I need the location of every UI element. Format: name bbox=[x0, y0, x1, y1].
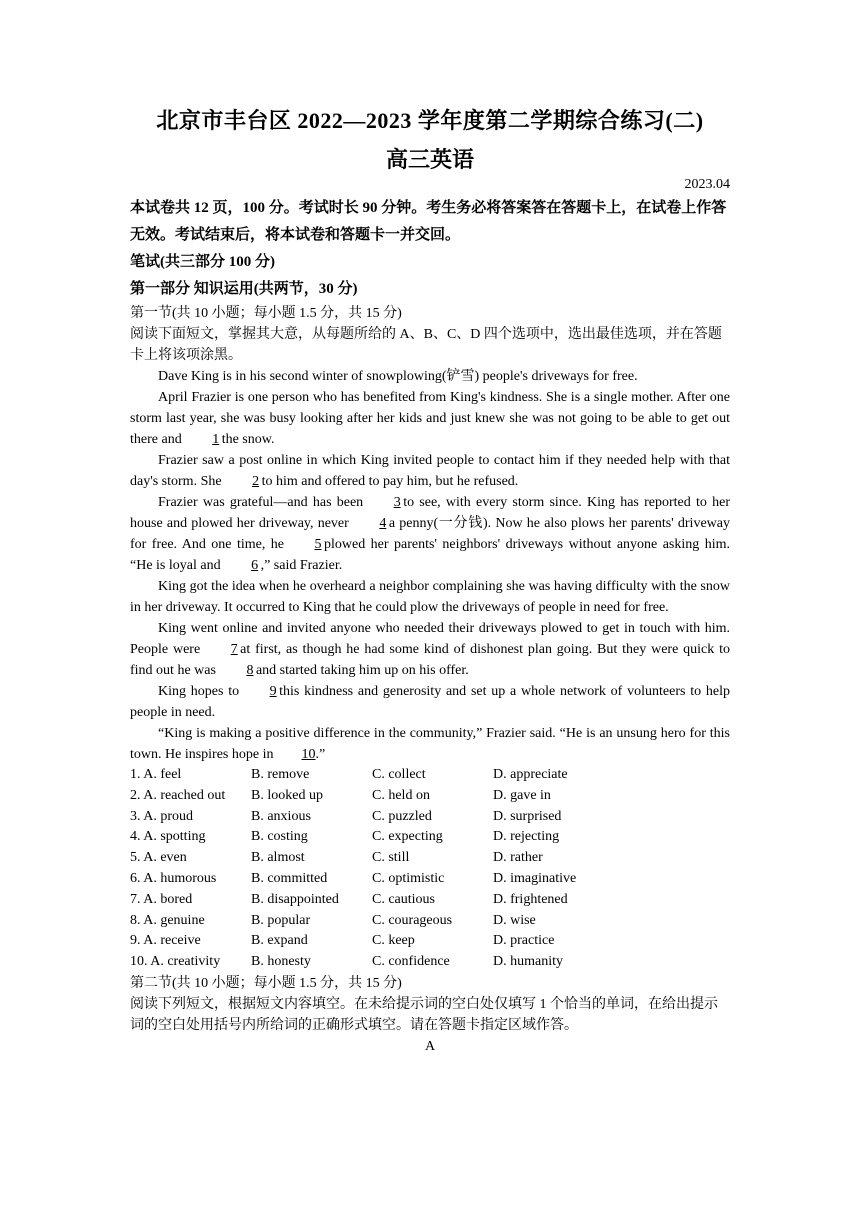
option-a: 7. A. bored bbox=[130, 891, 193, 907]
options-list bbox=[130, 765, 730, 973]
option-b: B. popular bbox=[251, 912, 311, 928]
section-label: A bbox=[424, 1038, 436, 1054]
option-row bbox=[130, 827, 730, 848]
exam-body bbox=[130, 195, 730, 1057]
passage-paragraph-2: April Frazier is one person who has benefited from King's kindness. She is a single mother. After one storm last year, she was busy looking after her kids and just knew she was not going to be able to get out there and 1 the snow. bbox=[130, 387, 730, 450]
section1-subheading: 第一节(共 10 小题；每小题 1.5 分，共 15 分) bbox=[130, 306, 402, 321]
option-b: B. almost bbox=[251, 850, 305, 866]
section2-instructions: 阅读下列短文，根据短文内容填空。在未给提示词的空白处仅填写 1 个恰当的单词，在给出提示词的空白处用括号内所给词的正确形式填空。请在答题卡指定区域作答。 bbox=[130, 996, 718, 1033]
exam-date: 2023.04 bbox=[684, 177, 730, 192]
option-row bbox=[130, 765, 730, 786]
option-c: C. collect bbox=[372, 767, 426, 782]
option-a: 9. A. receive bbox=[130, 933, 201, 949]
option-d: D. imaginative bbox=[493, 870, 577, 886]
option-c: C. courageous bbox=[372, 912, 453, 928]
blank-8: 8 bbox=[246, 663, 254, 678]
option-d: D. gave in bbox=[493, 787, 551, 803]
passage-paragraph-4: Frazier was grateful—and has been 3 to see, with every storm since. King has reported to her house and plowed her driveway, never 4 a penny(一分钱). Now he also plows her parents' driveway for free. And one time, he 5 plowed her parents' neighbors' driveways without anyone asking him. “He is loyal and 6 ,” said Frazier. bbox=[130, 492, 730, 576]
part-heading: 笔试(共三部分 100 分) bbox=[130, 254, 275, 270]
blank-1: 1 bbox=[212, 432, 220, 447]
option-row bbox=[130, 869, 730, 890]
passage-paragraph-7: King hopes to 9 this kindness and generosity and set up a whole network of volunteers to help people in need. bbox=[130, 681, 730, 723]
option-b: B. anxious bbox=[251, 808, 311, 824]
option-c: C. optimistic bbox=[372, 870, 445, 886]
option-a: 3. A. proud bbox=[130, 808, 193, 824]
passage-paragraph-5: King got the idea when he overheard a neighbor complaining she was having difficulty with the snow in her driveway. It occurred to King that he could plow the driveways of people in need for free. bbox=[130, 579, 730, 615]
passage-paragraph-3: Frazier saw a post online in which King invited people to contact him if they needed help with that day's storm. She 2 to him and offered to pay him, but he refused. bbox=[130, 450, 730, 492]
option-d: D. frightened bbox=[493, 891, 568, 907]
blank-5: 5 bbox=[314, 537, 322, 552]
section1-instructions: 阅读下面短文，掌握其大意，从每题所给的 A、B、C、D 四个选项中，选出最佳选项，并在答题卡上将该项涂黑。 bbox=[130, 327, 722, 363]
option-row bbox=[130, 786, 730, 807]
option-d: D. practice bbox=[493, 933, 555, 949]
option-a: 1. A. feel bbox=[130, 767, 182, 782]
option-row bbox=[130, 890, 730, 911]
option-a: 6. A. humorous bbox=[130, 870, 217, 886]
blank-3: 3 bbox=[393, 495, 401, 510]
blank-2: 2 bbox=[252, 474, 260, 489]
option-d: D. rather bbox=[493, 850, 543, 866]
option-c: C. still bbox=[372, 850, 410, 866]
blank-10: 10 bbox=[301, 747, 316, 762]
exam-notice: 本试卷共 12 页，100 分。考试时长 90 分钟。考生务必将答案答在答题卡上，在试卷上作答无效。考试结束后，将本试卷和答题卡一并交回。 bbox=[130, 200, 727, 243]
option-row bbox=[130, 848, 730, 869]
option-d: D. humanity bbox=[493, 954, 563, 970]
option-row bbox=[130, 807, 730, 828]
blank-4: 4 bbox=[379, 516, 387, 531]
passage-paragraph-8: “King is making a positive difference in the community,” Frazier said. “He is an unsung hero for this town. He inspires hope in 10.” bbox=[130, 723, 730, 765]
exam-title: 北京市丰台区 2022—2023 学年度第二学期综合练习(二) bbox=[156, 108, 704, 133]
option-b: B. honesty bbox=[251, 954, 311, 970]
option-b: B. expand bbox=[251, 933, 308, 949]
option-c: C. keep bbox=[372, 933, 415, 949]
option-row bbox=[130, 952, 730, 973]
section1-heading: 第一部分 知识运用(共两节，30 分) bbox=[130, 281, 358, 297]
option-d: D. rejecting bbox=[493, 829, 560, 845]
passage-paragraph-1: Dave King is in his second winter of snowplowing(铲雪) people's driveways for free. bbox=[158, 369, 638, 384]
blank-9: 9 bbox=[269, 684, 277, 699]
blank-7: 7 bbox=[230, 642, 238, 657]
option-a: 8. A. genuine bbox=[130, 912, 205, 928]
option-a: 2. A. reached out bbox=[130, 787, 226, 803]
option-c: C. cautious bbox=[372, 891, 435, 907]
blank-6: 6 bbox=[251, 558, 259, 573]
option-d: D. surprised bbox=[493, 808, 562, 824]
section2-subheading: 第二节(共 10 小题；每小题 1.5 分，共 15 分) bbox=[130, 975, 402, 991]
option-b: B. remove bbox=[251, 767, 310, 782]
option-a: 5. A. even bbox=[130, 850, 187, 866]
option-c: C. held on bbox=[372, 787, 430, 803]
option-d: D. appreciate bbox=[493, 767, 568, 782]
option-d: D. wise bbox=[493, 912, 536, 928]
option-row bbox=[130, 931, 730, 952]
option-row bbox=[130, 911, 730, 932]
option-b: B. committed bbox=[251, 870, 328, 886]
option-a: 4. A. spotting bbox=[130, 829, 206, 845]
exam-subtitle: 高三英语 bbox=[385, 147, 474, 172]
option-a: 10. A. creativity bbox=[130, 954, 221, 970]
option-b: B. looked up bbox=[251, 787, 323, 803]
option-c: C. puzzled bbox=[372, 808, 432, 824]
option-c: C. confidence bbox=[372, 954, 450, 970]
passage-paragraph-6: King went online and invited anyone who needed their driveways plowed to get in touch with him. People were 7 at first, as though he had some kind of dishonest plan going. But they were quick to find out he was 8 and started taking him up on his offer. bbox=[130, 618, 730, 681]
option-c: C. expecting bbox=[372, 829, 443, 845]
option-b: B. costing bbox=[251, 829, 308, 845]
option-b: B. disappointed bbox=[251, 891, 339, 907]
